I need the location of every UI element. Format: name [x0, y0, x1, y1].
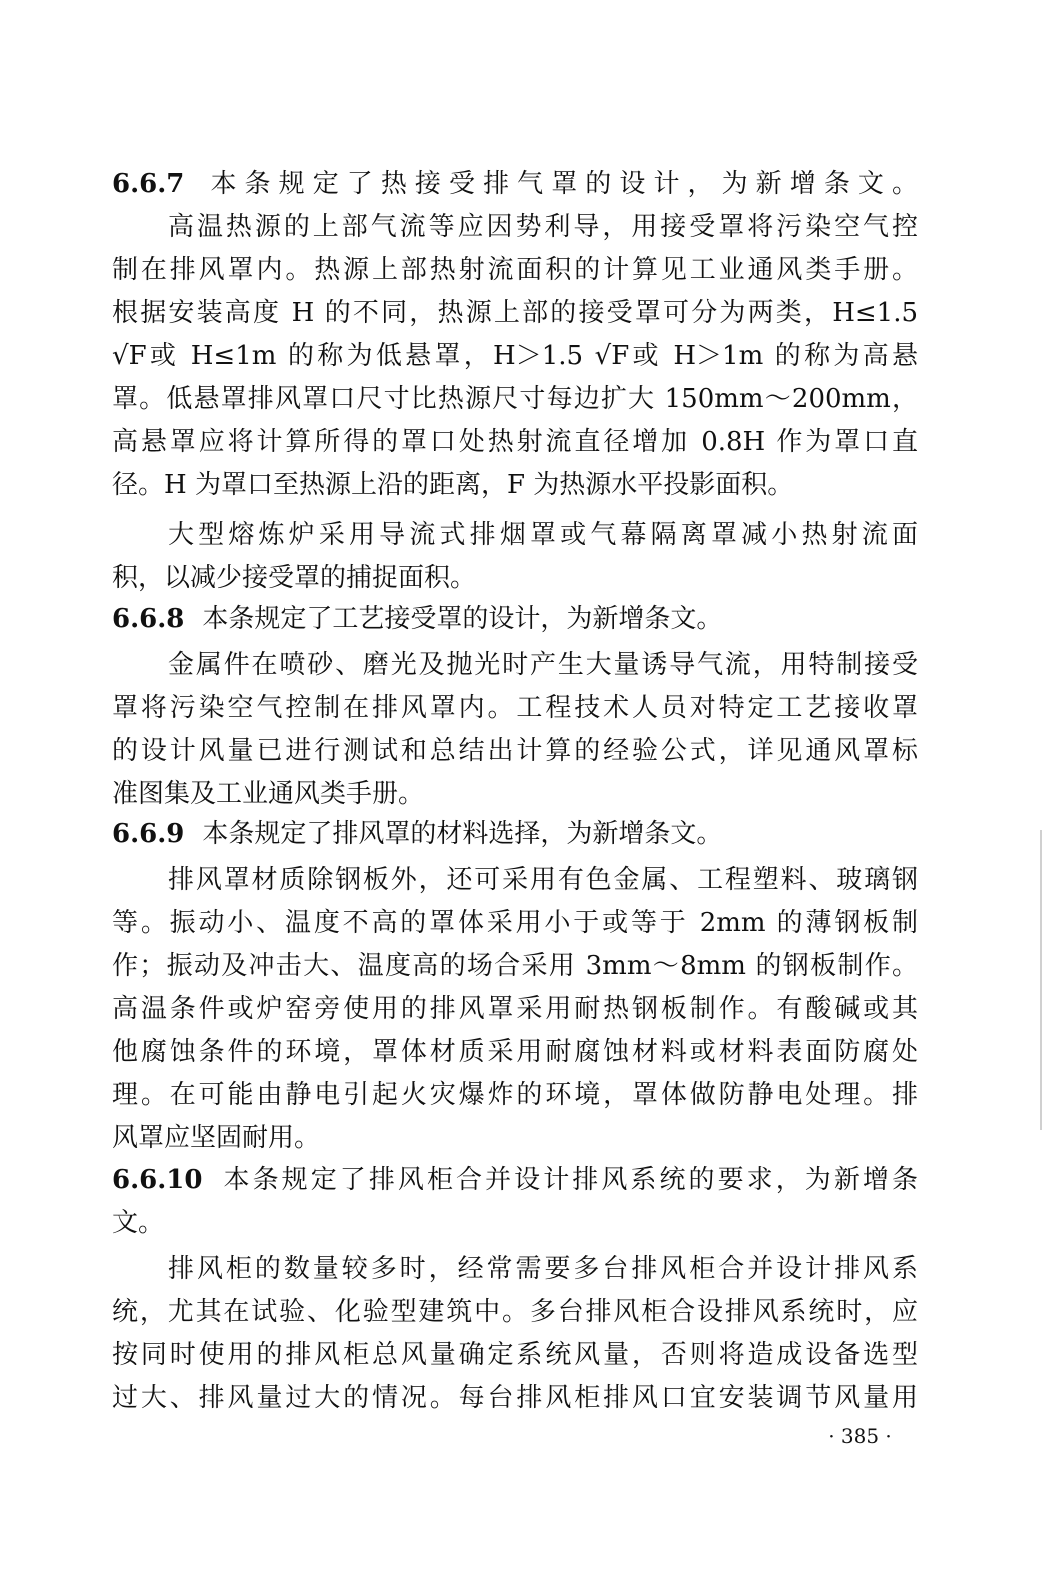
- section-heading-6-6-10: [112, 1160, 918, 1200]
- paragraph-line: 高温热源的上部气流等应因势利导，用接受罩将污染空气控: [168, 212, 918, 242]
- paragraph-line: 积，以减少接受罩的捕捉面积。: [112, 563, 477, 593]
- paragraph-line: 他腐蚀条件的环境，罩体材质采用耐腐蚀材料或材料表面防腐处: [112, 1037, 918, 1067]
- section-heading-text: 本条规定了热接受排气罩的设计，为新增条文。: [202, 169, 918, 199]
- paragraph-line: 按同时使用的排风柜总风量确定系统风量，否则将造成设备选型: [112, 1340, 918, 1370]
- paragraph-line: 罩。低悬罩排风罩口尺寸比热源尺寸每边扩大 150mm～200mm，: [112, 384, 918, 414]
- paragraph-line: 罩将污染空气控制在排风罩内。工程技术人员对特定工艺接收罩: [112, 693, 918, 723]
- paragraph-line: 作；振动及冲击大、温度高的场合采用 3mm～8mm 的钢板制作。: [112, 951, 918, 981]
- section-heading-6-6-7: [112, 164, 918, 204]
- section-heading-text: 本条规定了工艺接受罩的设计，为新增条文。: [202, 604, 723, 634]
- section-heading-continuation: 文。: [112, 1208, 165, 1238]
- paragraph-line: 理。在可能由静电引起火灾爆炸的环境，罩体做防静电处理。排: [112, 1080, 918, 1110]
- section-number: 6.6.9: [112, 819, 185, 849]
- section-heading-text: 本条规定了排风罩的材料选择，为新增条文。: [202, 819, 723, 849]
- paragraph-line: 根据安装高度 H 的不同，热源上部的接受罩可分为两类，H≤1.5: [112, 298, 918, 328]
- paragraph-line: 排风柜的数量较多时，经常需要多台排风柜合并设计排风系: [168, 1254, 918, 1284]
- paragraph-line: 径。H 为罩口至热源上沿的距离，F 为热源水平投影面积。: [112, 470, 794, 500]
- paragraph-line: 等。振动小、温度不高的罩体采用小于或等于 2mm 的薄钢板制: [112, 908, 918, 938]
- paragraph-line: 高悬罩应将计算所得的罩口处热射流直径增加 0.8H 作为罩口直: [112, 427, 918, 457]
- section-number: 6.6.10: [112, 1165, 203, 1195]
- paragraph-line: 大型熔炼炉采用导流式排烟罩或气幕隔离罩减小热射流面: [168, 520, 918, 550]
- paragraph-line: 制在排风罩内。热源上部热射流面积的计算见工业通风类手册。: [112, 255, 918, 285]
- paragraph-line: 金属件在喷砂、磨光及抛光时产生大量诱导气流，用特制接受: [168, 650, 918, 680]
- paragraph-line: 高温条件或炉窑旁使用的排风罩采用耐热钢板制作。有酸碱或其: [112, 994, 918, 1024]
- page-number: · 385 ·: [828, 1424, 892, 1448]
- section-heading-6-6-8: [112, 599, 918, 639]
- paragraph-line: 排风罩材质除钢板外，还可采用有色金属、工程塑料、玻璃钢: [168, 865, 918, 895]
- paragraph-line: 风罩应坚固耐用。: [112, 1123, 321, 1153]
- section-heading-text: 本条规定了排风柜合并设计排风系统的要求，为新增条: [220, 1165, 918, 1195]
- section-number: 6.6.8: [112, 604, 185, 634]
- paragraph-line: 的设计风量已进行测试和总结出计算的经验公式，详见通风罩标: [112, 736, 918, 766]
- section-number: 6.6.7: [112, 169, 185, 199]
- paragraph-line: 统，尤其在试验、化验型建筑中。多台排风柜合设排风系统时，应: [112, 1297, 918, 1327]
- paragraph-line: √F或 H≤1m 的称为低悬罩，H＞1.5 √F或 H＞1m 的称为高悬: [112, 341, 918, 371]
- section-heading-6-6-9: [112, 814, 918, 854]
- scan-edge-line: [1040, 830, 1042, 1130]
- paragraph-line: 过大、排风量过大的情况。每台排风柜排风口宜安装调节风量用: [112, 1383, 918, 1413]
- paragraph-line: 准图集及工业通风类手册。: [112, 779, 425, 809]
